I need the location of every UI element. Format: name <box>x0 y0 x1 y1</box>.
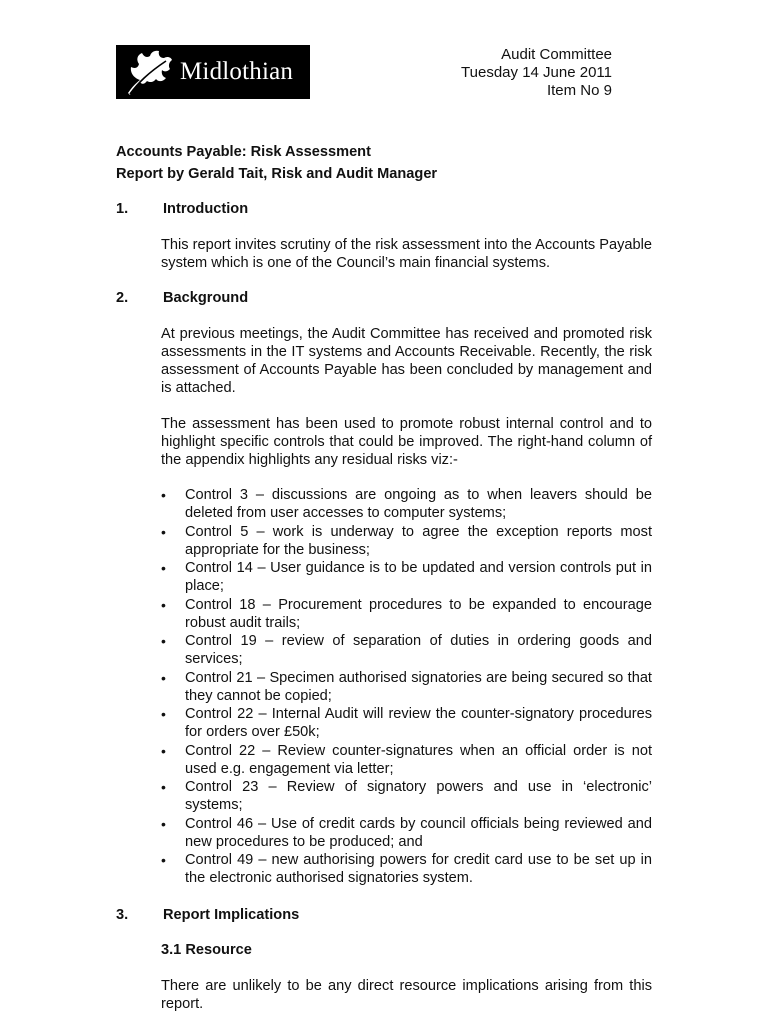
list-item: • Control 3 – discussions are ongoing as to when leavers should be deleted from user accesses to computer systems; <box>161 486 652 522</box>
logo-text: Midlothian <box>180 58 294 85</box>
item-number: Item No 9 <box>546 82 612 99</box>
oak-leaf-icon <box>122 47 176 97</box>
section-3-1-heading: 3.1 Resource <box>161 942 252 958</box>
list-item: • Control 22 – Review counter-signatures when an official order is not used e.g. engagement via letter; <box>161 742 652 778</box>
section-3-heading: Report Implications <box>163 907 300 923</box>
meeting-info <box>430 46 612 100</box>
list-item: • Control 23 – Review of signatory powers and use in ‘electronic’ systems; <box>161 778 652 814</box>
section-2-number: 2. <box>116 290 129 306</box>
section-1-paragraph: This report invites scrutiny of the risk assessment into the Accounts Payable system which is one of the Council’s main financial systems. <box>161 237 652 271</box>
section-2-heading: Background <box>163 290 249 306</box>
committee-name: Audit Committee <box>501 46 612 63</box>
section-1-number: 1. <box>116 201 129 217</box>
list-item: • Control 21 – Specimen authorised signatories are being secured so that they cannot be copied; <box>161 669 652 705</box>
list-item: • Control 5 – work is underway to agree the exception reports most appropriate for the business; <box>161 523 652 559</box>
list-item: • Control 14 – User guidance is to be updated and version controls put in place; <box>161 559 652 595</box>
section-2-paragraph-2: The assessment has been used to promote robust internal control and to highlight specific controls that could be improved. The right-hand column of the appendix highlights any residual risks viz:- <box>161 416 652 468</box>
section-3-1-paragraph: There are unlikely to be any direct resource implications arising from this report. <box>161 978 652 1012</box>
midlothian-logo <box>116 45 310 99</box>
meeting-date: Tuesday 14 June 2011 <box>461 64 612 81</box>
section-1-heading: Introduction <box>163 201 249 217</box>
list-item: • Control 46 – Use of credit cards by council officials being reviewed and new procedures to be produced; and <box>161 815 652 851</box>
section-3-number: 3. <box>116 907 129 923</box>
list-item: • Control 22 – Internal Audit will review the counter-signatory procedures for orders over £50k; <box>161 705 652 741</box>
list-item: • Control 18 – Procurement procedures to be expanded to encourage robust audit trails; <box>161 596 652 632</box>
report-subtitle: Report by Gerald Tait, Risk and Audit Manager <box>116 166 438 182</box>
list-item: • Control 49 – new authorising powers for credit card use to be set up in the electronic authorised signatories system. <box>161 851 652 887</box>
section-2-paragraph-1: At previous meetings, the Audit Committee has received and promoted risk assessments in the IT systems and Accounts Receivable. Recently, the risk assessment of Accounts Payable has been concluded by management and is attached. <box>161 326 652 396</box>
residual-risks-list <box>161 486 652 888</box>
report-title: Accounts Payable: Risk Assessment <box>116 144 371 160</box>
list-item: • Control 19 – review of separation of duties in ordering goods and services; <box>161 632 652 668</box>
